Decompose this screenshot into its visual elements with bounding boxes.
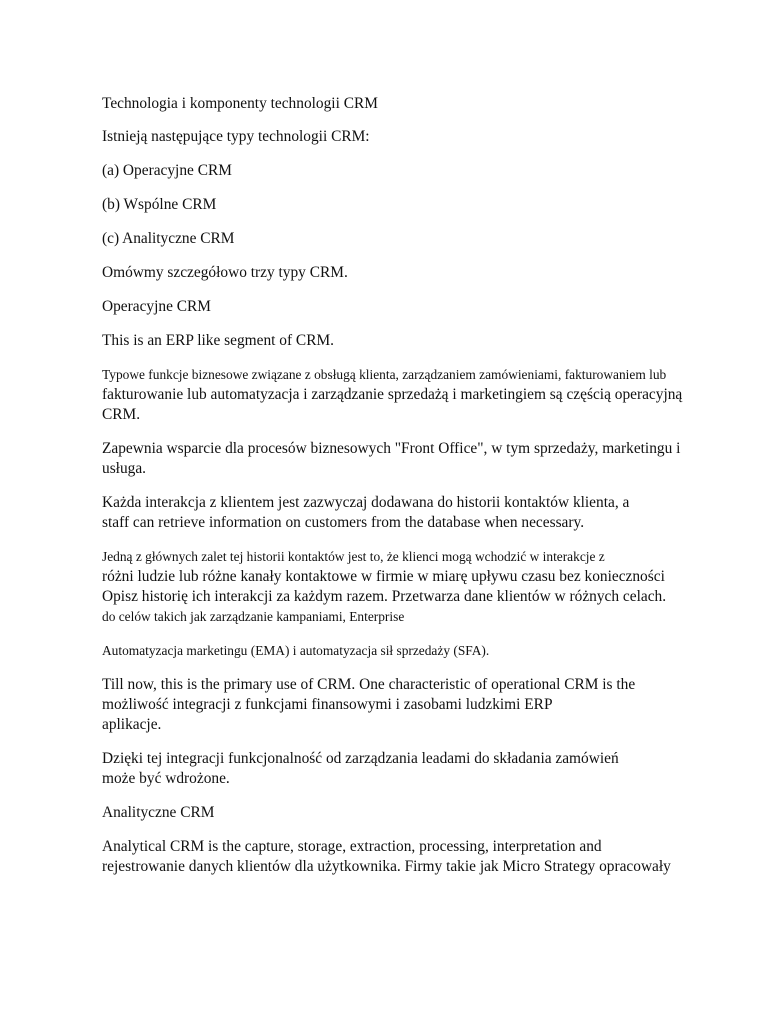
text-line: Technologia i komponenty technologii CRM (102, 95, 378, 112)
text-line: różni ludzie lub różne kanały kontaktowe w firmie w miarę upływu czasu bez konieczności (102, 568, 665, 585)
text-line: fakturowanie lub automatyzacja i zarządzanie sprzedażą i marketingiem są częścią operacyjną (102, 386, 683, 403)
text-line: aplikacje. (102, 716, 162, 733)
paragraph-automation (102, 641, 738, 661)
text-line: Jedną z głównych zalet tej historii kontaktów jest to, że klienci mogą wchodzić w interakcje z (102, 549, 605, 564)
text-line: Operacyjne CRM (102, 298, 211, 315)
text-line: do celów takich jak zarządzanie kampaniami, Enterprise (102, 609, 405, 624)
text-line: Automatyzacja marketingu (EMA) i automatyzacja sił sprzedaży (SFA). (102, 643, 490, 658)
text-line: Omówmy szczegółowo trzy typy CRM. (102, 264, 348, 281)
text-line: możliwość integracji z funkcjami finansowymi i zasobami ludzkimi ERP (102, 696, 553, 713)
text-line: This is an ERP like segment of CRM. (102, 332, 334, 349)
text-line: Każda interakcja z klientem jest zazwyczaj dodawana do historii kontaktów klienta, a (102, 494, 630, 511)
text-line: (a) Operacyjne CRM (102, 162, 232, 179)
text-line: Zapewnia wsparcie dla procesów biznesowych "Front Office", w tym sprzedaży, marketingu i (102, 440, 681, 457)
paragraph-advantages (102, 547, 738, 627)
text-line: usługa. (102, 460, 147, 477)
paragraph-erp-segment (102, 331, 738, 351)
paragraph-intro (102, 127, 738, 147)
paragraph-analytical (102, 837, 738, 877)
section-heading-operational (102, 297, 738, 317)
text-line: staff can retrieve information on customers from the database when necessary. (102, 514, 585, 531)
text-line: Dzięki tej integracji funkcjonalność od zarządzania leadami do składania zamówień (102, 750, 619, 767)
text-line: Opisz historię ich interakcji za każdym razem. Przetwarza dane klientów w różnych celach. (102, 588, 667, 605)
paragraph-integration (102, 749, 738, 789)
list-item-type-a (102, 161, 738, 181)
text-line: CRM. (102, 406, 141, 423)
text-line: Typowe funkcje biznesowe związane z obsługą klienta, zarządzaniem zamówieniami, fakturowaniem lub (102, 367, 667, 382)
paragraph-interaction (102, 493, 738, 533)
text-line: Analytical CRM is the capture, storage, extraction, processing, interpretation and (102, 838, 602, 855)
paragraph-discuss (102, 263, 738, 283)
list-item-type-b (102, 195, 738, 215)
text-line: (c) Analityczne CRM (102, 230, 235, 247)
section-heading-analytical (102, 803, 738, 823)
text-line: Istnieją następujące typy technologii CRM: (102, 128, 370, 145)
document-title (102, 94, 738, 114)
list-item-type-c (102, 229, 738, 249)
text-line: Till now, this is the primary use of CRM. One characteristic of operational CRM is the (102, 676, 636, 693)
paragraph-front-office (102, 439, 738, 479)
paragraph-primary-use (102, 675, 738, 735)
text-line: może być wdrożone. (102, 770, 230, 787)
text-line: (b) Wspólne CRM (102, 196, 217, 213)
text-line: Analityczne CRM (102, 804, 215, 821)
paragraph-functions (102, 365, 738, 425)
text-line: rejestrowanie danych klientów dla użytkownika. Firmy takie jak Micro Strategy opracowały (102, 858, 671, 875)
